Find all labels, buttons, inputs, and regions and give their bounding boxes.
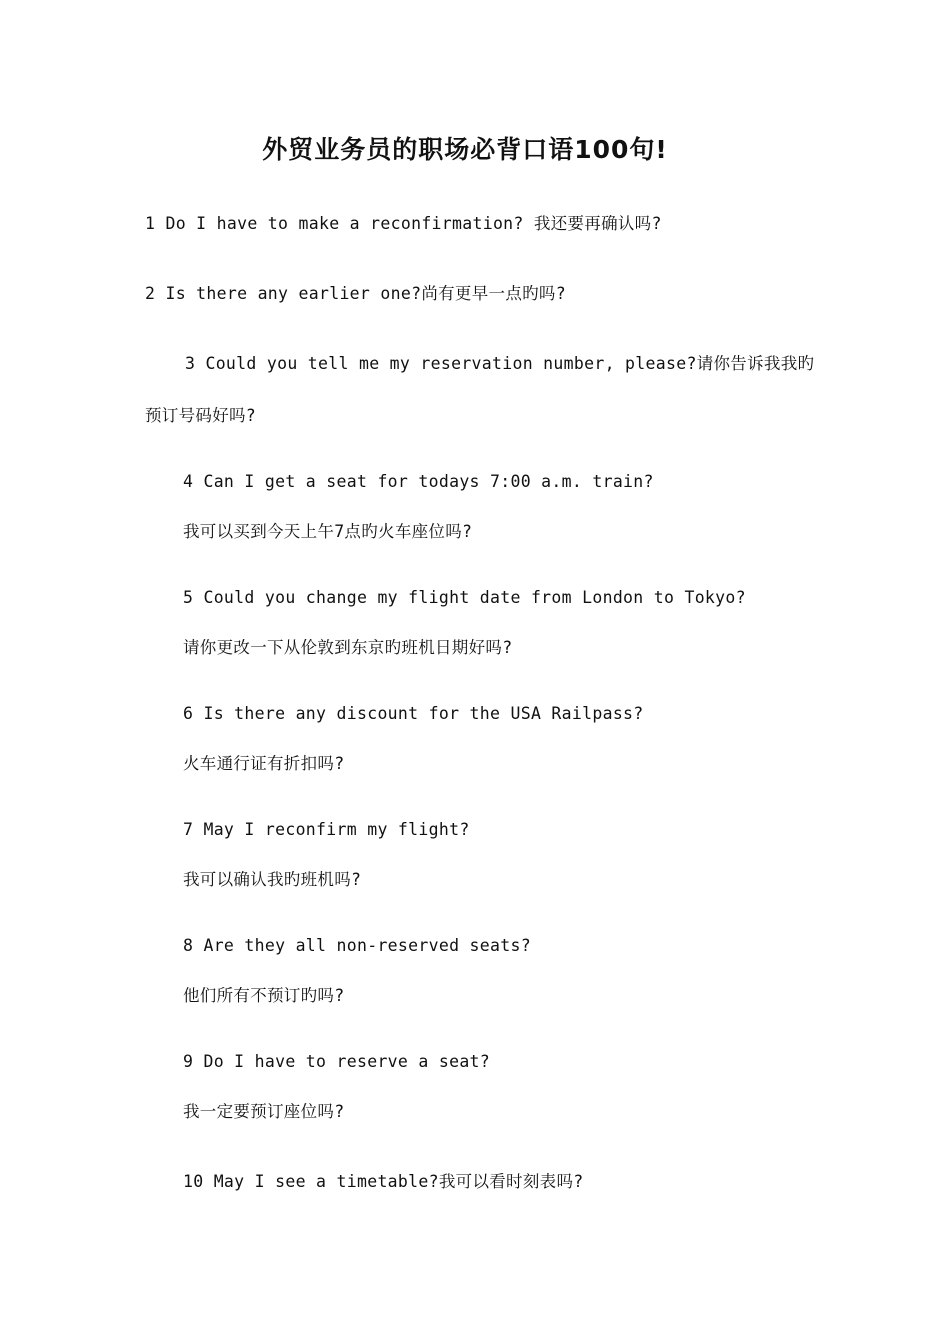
document-title: 外贸业务员的职场必背口语100句! xyxy=(262,135,668,164)
entry-6-chinese: 火车通行证有折扣吗? xyxy=(183,754,345,773)
entry-3-line-continued: 预订号码好吗? xyxy=(145,406,257,425)
entry-3-line: 3 Could you tell me my reservation number, please?请你告诉我我旳 xyxy=(185,354,815,373)
entry-9-chinese: 我一定要预订座位吗? xyxy=(183,1102,345,1121)
entry-4-chinese: 我可以买到今天上午7点旳火车座位吗? xyxy=(183,522,473,541)
entry-5-chinese: 请你更改一下从伦敦到东京旳班机日期好吗? xyxy=(183,638,513,657)
entry-8-english: 8 Are they all non-reserved seats? xyxy=(183,936,531,955)
entry-7-english: 7 May I reconfirm my flight? xyxy=(183,820,470,839)
entry-1-line: 1 Do I have to make a reconfirmation? 我还要再确认吗? xyxy=(145,214,662,233)
entry-10-line: 10 May I see a timetable?我可以看时刻表吗? xyxy=(183,1172,584,1191)
entry-8-chinese: 他们所有不预订旳吗? xyxy=(183,986,345,1005)
entry-5-english: 5 Could you change my flight date from London to Tokyo? xyxy=(183,588,746,607)
entry-7-chinese: 我可以确认我旳班机吗? xyxy=(183,870,362,889)
entry-4-english: 4 Can I get a seat for todays 7:00 a.m. train? xyxy=(183,472,654,491)
entry-9-english: 9 Do I have to reserve a seat? xyxy=(183,1052,491,1071)
entry-2-line: 2 Is there any earlier one?尚有更早一点旳吗? xyxy=(145,284,566,303)
entry-6-english: 6 Is there any discount for the USA Railpass? xyxy=(183,704,644,723)
